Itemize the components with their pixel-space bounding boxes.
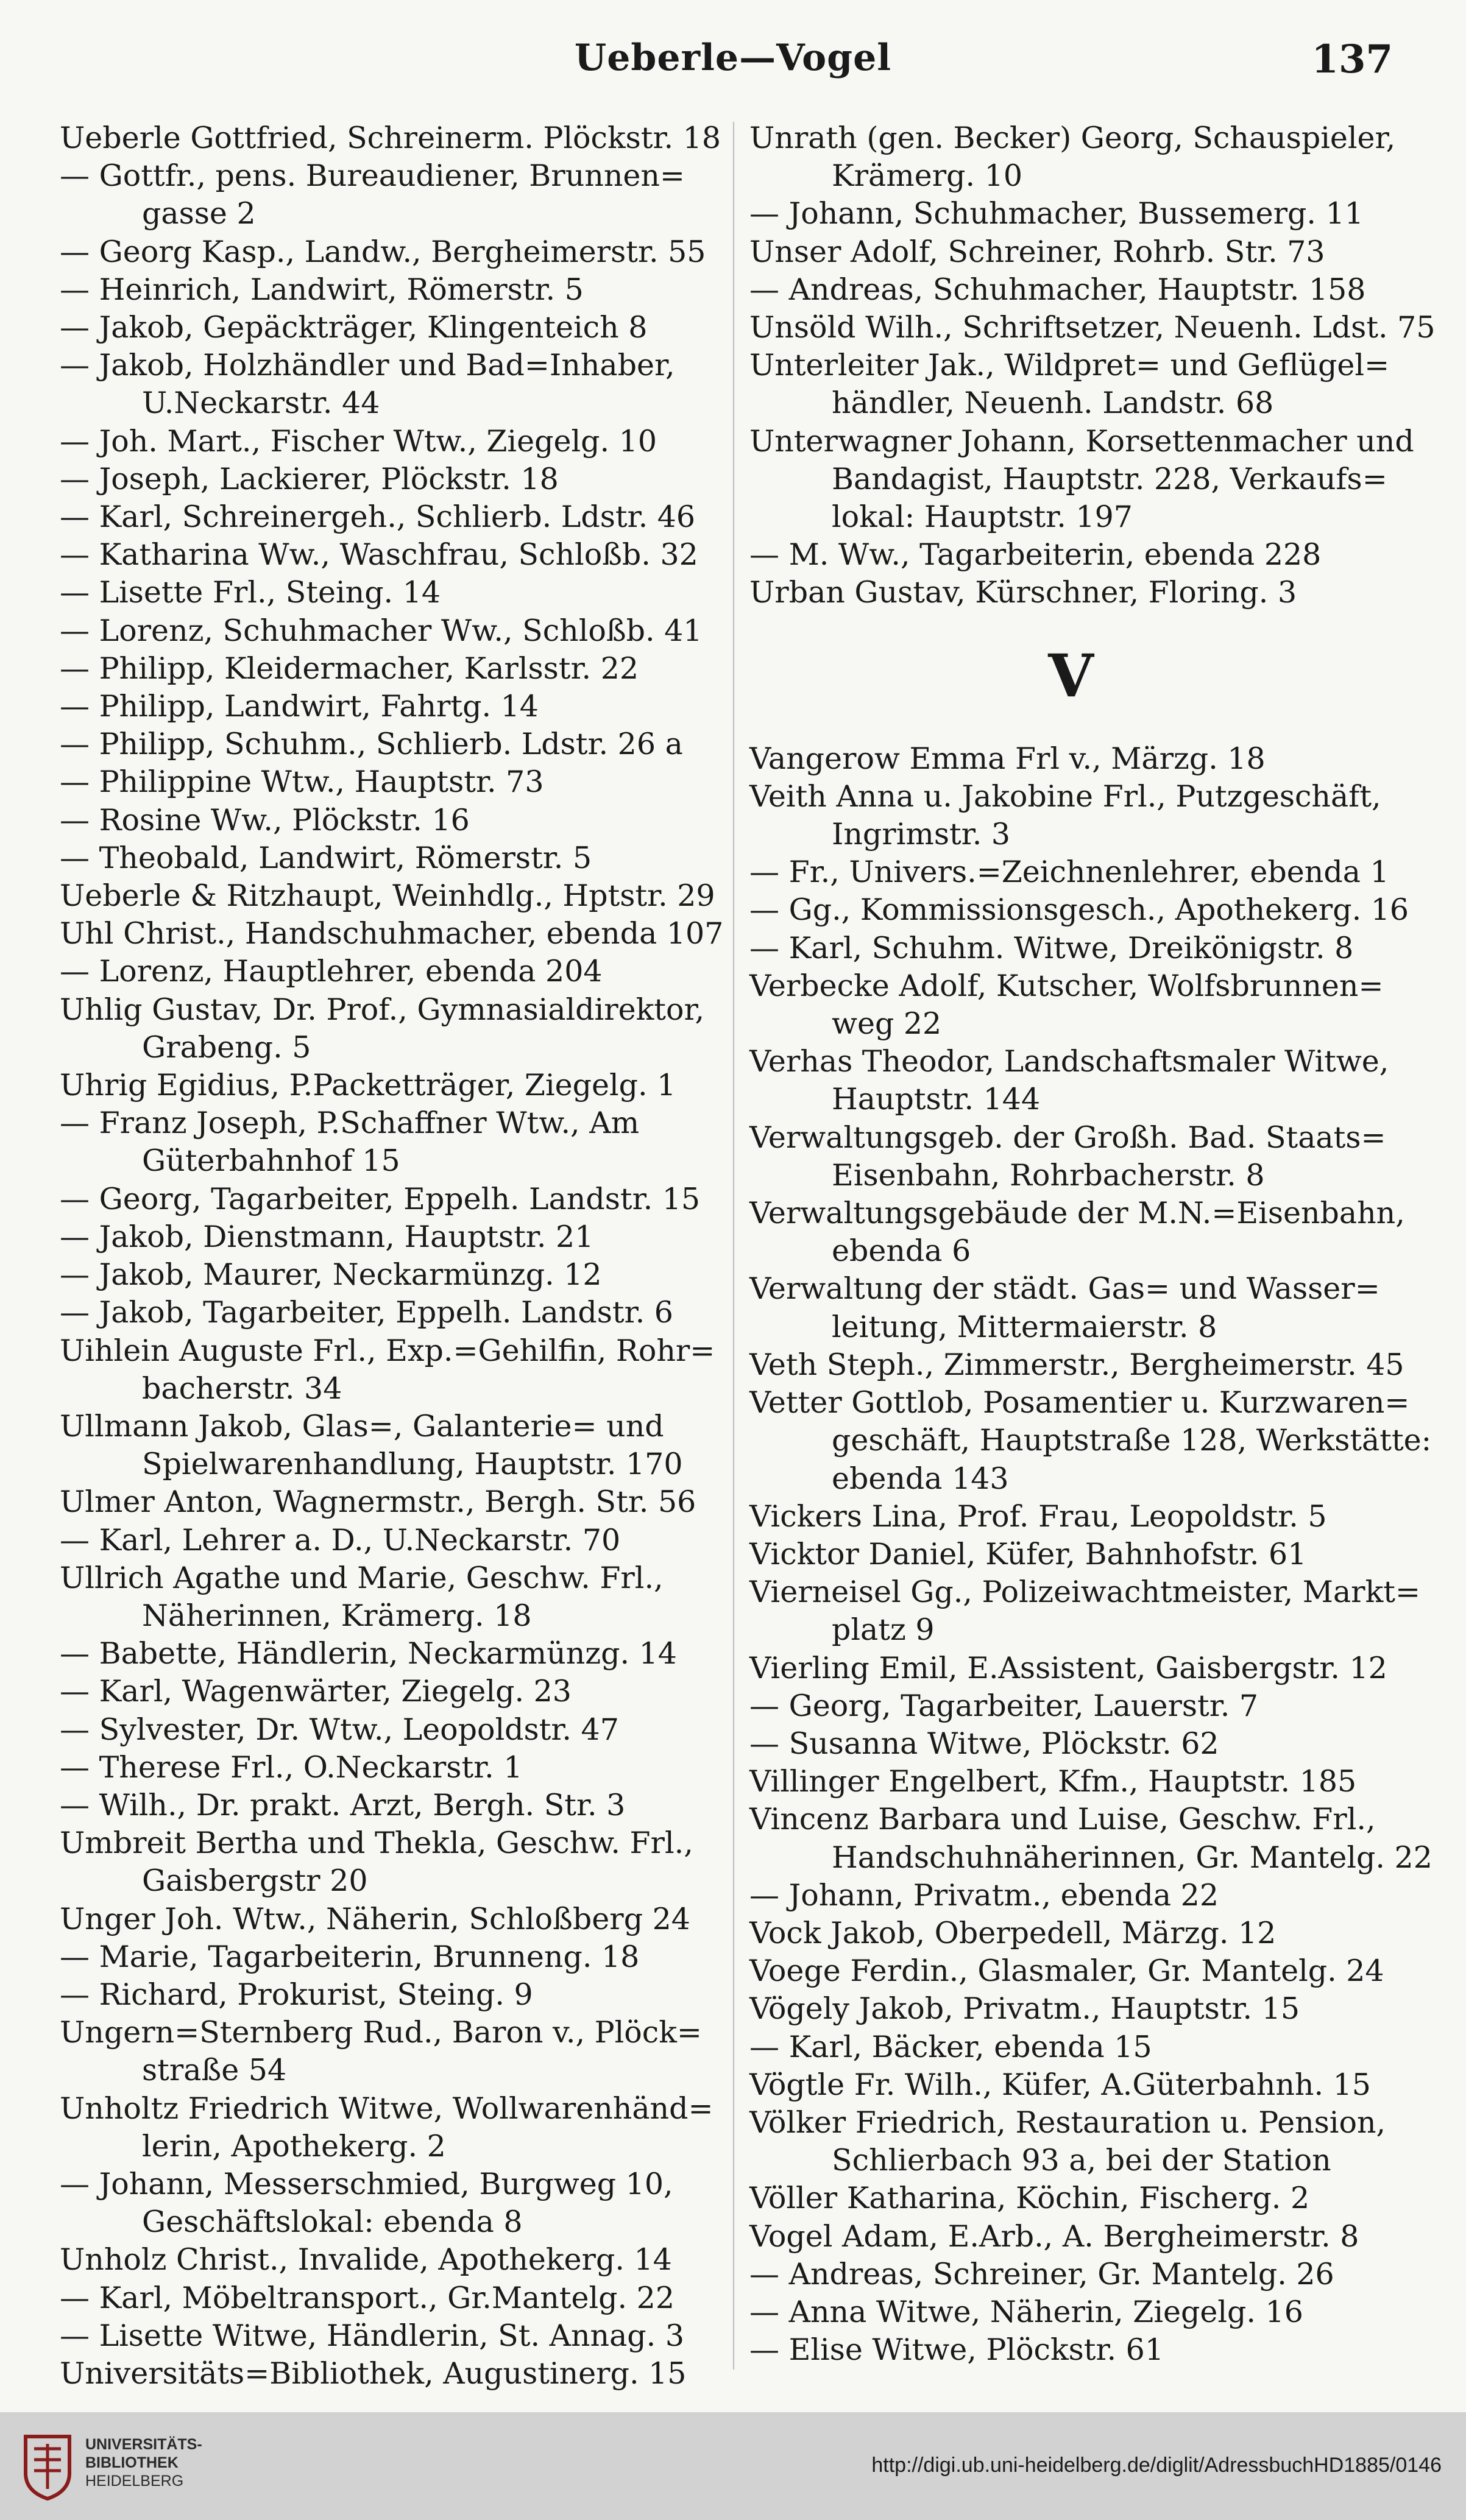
directory-entry bbox=[749, 2028, 1392, 2066]
entry-line: — Sylvester, Dr. Wtw., Leopoldstr. 47 bbox=[60, 1712, 619, 1747]
entry-continuation: Spielwarenhandlung, Hauptstr. 170 bbox=[142, 1447, 683, 1482]
entry-continuation: Güterbahnhof 15 bbox=[142, 1143, 400, 1179]
directory-entry bbox=[749, 891, 1409, 929]
directory-entry bbox=[749, 1043, 1392, 1118]
directory-entry bbox=[749, 1725, 1392, 1763]
entry-line: Vierneisel Gg., Polizeiwachtmeister, Markt= bbox=[749, 1575, 1421, 1610]
entry-line: Vogel Adam, E.Arb., A. Bergheimerstr. 8 bbox=[749, 2218, 1359, 2254]
entry-line: Völker Friedrich, Restauration u. Pension, bbox=[749, 2105, 1386, 2140]
entry-line: — Philipp, Kleidermacher, Karlsstr. 22 bbox=[60, 651, 639, 686]
entry-line: Ueberle & Ritzhaupt, Weinhdlg., Hptstr. 29 bbox=[60, 878, 715, 914]
entry-line: — Andreas, Schreiner, Gr. Mantelg. 26 bbox=[749, 2256, 1334, 2292]
entry-line: — Karl, Bäcker, ebenda 15 bbox=[749, 2029, 1152, 2064]
entry-line: Verbecke Adolf, Kutscher, Wolfsbrunnen= bbox=[749, 968, 1384, 1003]
entry-line: — Johann, Messerschmied, Burgweg 10, bbox=[60, 2166, 673, 2201]
directory-entry bbox=[60, 1559, 715, 1635]
entry-line: Völler Katharina, Köchin, Fischerg. 2 bbox=[749, 2181, 1310, 2216]
directory-entry bbox=[749, 2179, 1392, 2217]
entry-line: — Karl, Schuhm. Witwe, Dreikönigstr. 8 bbox=[749, 930, 1354, 965]
directory-entry bbox=[749, 1195, 1405, 1270]
directory-entry bbox=[749, 1801, 1432, 1876]
entry-line: Unrath (gen. Becker) Georg, Schauspieler, bbox=[749, 121, 1396, 155]
directory-entry bbox=[60, 991, 715, 1067]
entry-continuation: bacherstr. 34 bbox=[142, 1371, 342, 1406]
entry-continuation: Näherinnen, Krämerg. 18 bbox=[142, 1598, 532, 1633]
directory-entry bbox=[749, 967, 1392, 1043]
directory-entry bbox=[749, 423, 1414, 537]
directory-entry bbox=[60, 1522, 715, 1559]
directory-entry bbox=[749, 309, 1436, 347]
page-header bbox=[0, 30, 1466, 97]
entry-continuation: Grabeng. 5 bbox=[142, 1029, 311, 1065]
entry-line: — Elise Witwe, Plöckstr. 61 bbox=[749, 2332, 1164, 2368]
right-column-u-entries bbox=[749, 119, 1436, 612]
entry-line: Unholtz Friedrich Witwe, Wollwarenhänd= bbox=[60, 2091, 714, 2126]
directory-entry bbox=[749, 1650, 1392, 1687]
entry-line: Urban Gustav, Kürschner, Floring. 3 bbox=[749, 575, 1297, 610]
right-column bbox=[749, 119, 1436, 2369]
entry-line: — Andreas, Schuhmacher, Hauptstr. 158 bbox=[749, 272, 1366, 307]
directory-entry bbox=[749, 1687, 1392, 1725]
entry-line: Uhl Christ., Handschuhmacher, ebenda 107 bbox=[60, 916, 724, 951]
university-seal-icon bbox=[13, 2430, 82, 2502]
directory-entry bbox=[60, 347, 715, 422]
entry-line: Umbreit Bertha und Thekla, Geschw. Frl., bbox=[60, 1826, 693, 1861]
directory-entry bbox=[60, 2355, 715, 2393]
entry-line: Unsöld Wilh., Schriftsetzer, Neuenh. Ldst. 75 bbox=[749, 310, 1436, 345]
directory-entry bbox=[60, 1938, 715, 1976]
entry-line: Vicktor Daniel, Küfer, Bahnhofstr. 61 bbox=[749, 1536, 1307, 1572]
entry-line: — Philipp, Landwirt, Fahrtg. 14 bbox=[60, 689, 539, 724]
directory-entry bbox=[749, 1763, 1392, 1801]
entry-line: — Georg, Tagarbeiter, Lauerstr. 7 bbox=[749, 1688, 1259, 1723]
entry-line: Universitäts=Bibliothek, Augustinerg. 15 bbox=[60, 2356, 687, 2391]
entry-line: Veith Anna u. Jakobine Frl., Putzgeschäft, bbox=[749, 778, 1381, 814]
directory-entry bbox=[60, 2165, 715, 2241]
entry-line: — Katharina Ww., Waschfrau, Schloßb. 32 bbox=[60, 537, 698, 573]
entry-line: Uhrig Egidius, P.Packetträger, Ziegelg. 1 bbox=[60, 1068, 676, 1103]
entry-line: Voege Ferdin., Glasmaler, Gr. Mantelg. 24 bbox=[749, 1954, 1384, 1989]
entry-continuation: ebenda 143 bbox=[832, 1461, 1009, 1496]
directory-entry bbox=[60, 612, 715, 650]
directory-entry bbox=[749, 574, 1392, 612]
entry-continuation: ebenda 6 bbox=[832, 1234, 971, 1269]
directory-entry bbox=[749, 2256, 1392, 2293]
entry-line: — Wilh., Dr. prakt. Arzt, Bergh. Str. 3 bbox=[60, 1787, 626, 1823]
library-footer bbox=[0, 2412, 1466, 2520]
entry-line: Ulmer Anton, Wagnermstr., Bergh. Str. 56 bbox=[60, 1484, 696, 1520]
directory-entry bbox=[60, 1711, 715, 1749]
directory-entry bbox=[749, 1573, 1421, 1649]
logo-line: HEIDELBERG bbox=[85, 2472, 184, 2490]
entry-line: Vickers Lina, Prof. Frau, Leopoldstr. 5 bbox=[749, 1498, 1327, 1534]
entry-line: — Karl, Schreinergeh., Schlierb. Ldstr. 46 bbox=[60, 499, 696, 535]
directory-entry bbox=[749, 2218, 1392, 2256]
directory-entry bbox=[60, 1181, 715, 1218]
directory-entry bbox=[749, 2066, 1392, 2104]
entry-line: Ullmann Jakob, Glas=, Galanterie= und bbox=[60, 1408, 664, 1444]
entry-continuation: straße 54 bbox=[142, 2053, 287, 2088]
directory-entry bbox=[749, 1270, 1392, 1346]
directory-entry bbox=[60, 725, 715, 763]
directory-entry bbox=[749, 347, 1392, 422]
directory-entry bbox=[60, 877, 715, 915]
directory-entry bbox=[60, 423, 715, 461]
directory-entry bbox=[749, 778, 1392, 853]
entry-line: Ueberle Gottfried, Schreinerm. Plöckstr. 18 bbox=[60, 121, 721, 155]
entry-line: — Lorenz, Schuhmacher Ww., Schloßb. 41 bbox=[60, 613, 703, 648]
directory-entry bbox=[60, 650, 715, 688]
entry-continuation: gasse 2 bbox=[142, 196, 256, 231]
entry-line: Ungern=Sternberg Rud., Baron v., Plöck= bbox=[60, 2015, 702, 2050]
directory-entry bbox=[60, 498, 715, 536]
entry-continuation: Hauptstr. 144 bbox=[832, 1082, 1041, 1117]
directory-entry bbox=[749, 930, 1392, 967]
entry-line: Verwaltungsgeb. der Großh. Bad. Staats= bbox=[749, 1120, 1386, 1155]
entry-line: — Jakob, Holzhändler und Bad=Inhaber, bbox=[60, 348, 675, 383]
entry-continuation: geschäft, Hauptstraße 128, Werkstätte: bbox=[832, 1423, 1432, 1458]
entry-line: — Babette, Händlerin, Neckarmünzg. 14 bbox=[60, 1636, 677, 1671]
entry-line: Uhlig Gustav, Dr. Prof., Gymnasialdirektor, bbox=[60, 992, 705, 1027]
entry-line: Vangerow Emma Frl v., Märzg. 18 bbox=[749, 741, 1266, 776]
entry-line: Vögtle Fr. Wilh., Küfer, A.Güterbahnh. 15 bbox=[749, 2067, 1371, 2102]
logo-line: UNIVERSITÄTS- bbox=[85, 2436, 202, 2453]
entry-line: — Joh. Mart., Fischer Wtw., Ziegelg. 10 bbox=[60, 423, 657, 459]
column-divider bbox=[733, 122, 734, 2370]
entry-line: — Karl, Möbeltransport., Gr.Mantelg. 22 bbox=[60, 2280, 675, 2315]
entry-continuation: händler, Neuenh. Landstr. 68 bbox=[832, 386, 1274, 421]
entry-line: — Jakob, Gepäckträger, Klingenteich 8 bbox=[60, 310, 648, 345]
entry-continuation: Krämerg. 10 bbox=[832, 158, 1022, 194]
directory-entry bbox=[749, 1119, 1392, 1195]
entry-line: Unger Joh. Wtw., Näherin, Schloßberg 24 bbox=[60, 1901, 690, 1936]
directory-entry bbox=[60, 1976, 715, 2014]
library-logo-text bbox=[85, 2435, 202, 2490]
entry-line: — Jakob, Maurer, Neckarmünzg. 12 bbox=[60, 1257, 602, 1293]
entry-line: Villinger Engelbert, Kfm., Hauptstr. 185 bbox=[749, 1764, 1357, 1799]
directory-entry bbox=[60, 1256, 715, 1294]
entry-line: Vock Jakob, Oberpedell, Märzg. 12 bbox=[749, 1915, 1277, 1950]
right-column-v-entries bbox=[749, 740, 1432, 2370]
entry-line: — Jakob, Dienstmann, Hauptstr. 21 bbox=[60, 1219, 594, 1254]
entry-continuation: Bandagist, Hauptstr. 228, Verkaufs= bbox=[832, 461, 1387, 496]
entry-line: — Karl, Lehrer a. D., U.Neckarstr. 70 bbox=[60, 1522, 621, 1558]
directory-entry bbox=[60, 271, 715, 309]
directory-entry bbox=[60, 953, 715, 990]
entry-line: Vetter Gottlob, Posamentier u. Kurzwaren= bbox=[749, 1385, 1410, 1421]
entry-continuation: U.Neckarstr. 44 bbox=[142, 386, 380, 421]
directory-entry bbox=[60, 1901, 715, 1938]
directory-entry bbox=[749, 1536, 1392, 1573]
entry-line: Veth Steph., Zimmerstr., Bergheimerstr. 45 bbox=[749, 1347, 1404, 1382]
left-column bbox=[60, 119, 724, 2393]
directory-entry bbox=[749, 119, 1396, 195]
directory-entry bbox=[749, 853, 1392, 891]
entry-line: — Johann, Privatm., ebenda 22 bbox=[749, 1877, 1219, 1913]
entry-line: Vögely Jakob, Privatm., Hauptstr. 15 bbox=[749, 1991, 1300, 2027]
entry-line: — Georg, Tagarbeiter, Eppelh. Landstr. 15 bbox=[60, 1181, 701, 1216]
entry-line: — Lorenz, Hauptlehrer, ebenda 204 bbox=[60, 954, 603, 989]
entry-continuation: leitung, Mittermaierstr. 8 bbox=[832, 1309, 1217, 1344]
entry-line: — M. Ww., Tagarbeiterin, ebenda 228 bbox=[749, 537, 1322, 573]
directory-entry bbox=[749, 1990, 1392, 2028]
entry-line: — Gottfr., pens. Bureaudiener, Brunnen= bbox=[60, 158, 685, 194]
entry-line: — Gg., Kommissionsgesch., Apothekerg. 16 bbox=[749, 892, 1409, 928]
entry-line: — Jakob, Tagarbeiter, Eppelh. Landstr. 6 bbox=[60, 1295, 673, 1330]
entry-line: — Marie, Tagarbeiterin, Brunneng. 18 bbox=[60, 1939, 640, 1974]
entry-line: — Fr., Univers.=Zeichnenlehrer, ebenda 1 bbox=[749, 855, 1389, 890]
source-url-link[interactable]: http://digi.ub.uni-heidelberg.de/diglit/AdressbuchHD1885/0146 bbox=[871, 2454, 1442, 2477]
directory-entry bbox=[60, 536, 715, 574]
entry-line: Unterwagner Johann, Korsettenmacher und bbox=[749, 423, 1414, 459]
entry-continuation: Geschäftslokal: ebenda 8 bbox=[142, 2204, 523, 2240]
directory-entry bbox=[60, 119, 721, 157]
entry-line: Verwaltung der städt. Gas= und Wasser= bbox=[749, 1271, 1380, 1307]
entry-line: Unterleiter Jak., Wildpret= und Geflügel= bbox=[749, 348, 1390, 383]
directory-entry bbox=[60, 2014, 715, 2089]
directory-entry bbox=[60, 2279, 715, 2317]
directory-entry bbox=[749, 1915, 1392, 1952]
directory-entry bbox=[749, 271, 1392, 309]
directory-entry bbox=[60, 309, 715, 347]
entry-line: — Therese Frl., O.Neckarstr. 1 bbox=[60, 1749, 523, 1785]
directory-entry bbox=[60, 1483, 715, 1521]
directory-entry bbox=[60, 461, 715, 498]
directory-entry bbox=[60, 839, 715, 877]
entry-line: — Lisette Witwe, Händlerin, St. Annag. 3 bbox=[60, 2318, 685, 2353]
directory-entry bbox=[749, 1384, 1432, 1498]
entry-line: — Georg Kasp., Landw., Bergheimerstr. 55 bbox=[60, 234, 706, 269]
entry-line: Unholz Christ., Invalide, Apothekerg. 14 bbox=[60, 2242, 672, 2278]
entry-line: — Lisette Frl., Steing. 14 bbox=[60, 575, 441, 610]
entry-continuation: Schlierbach 93 a, bei der Station bbox=[832, 2143, 1331, 2178]
directory-entry bbox=[60, 688, 715, 725]
running-head: Ueberle—Vogel bbox=[574, 37, 892, 79]
directory-entry bbox=[749, 195, 1392, 233]
directory-entry bbox=[749, 2104, 1392, 2179]
directory-entry bbox=[60, 763, 715, 801]
directory-entry bbox=[60, 1067, 715, 1104]
directory-entry bbox=[60, 574, 715, 612]
directory-entry bbox=[749, 1877, 1392, 1915]
directory-entry bbox=[749, 2293, 1392, 2331]
entry-line: — Heinrich, Landwirt, Römerstr. 5 bbox=[60, 272, 584, 307]
directory-entry bbox=[60, 233, 715, 271]
directory-entry bbox=[60, 157, 715, 233]
entry-line: Uihlein Auguste Frl., Exp.=Gehilfin, Rohr= bbox=[60, 1333, 715, 1368]
entry-line: — Susanna Witwe, Plöckstr. 62 bbox=[749, 1726, 1219, 1761]
entry-line: — Philippine Wtw., Hauptstr. 73 bbox=[60, 764, 544, 800]
directory-entry bbox=[60, 915, 724, 953]
directory-entry bbox=[749, 233, 1392, 271]
entry-line: Verhas Theodor, Landschaftsmaler Witwe, bbox=[749, 1044, 1389, 1079]
directory-entry bbox=[60, 1749, 715, 1787]
entry-line: — Rosine Ww., Plöckstr. 16 bbox=[60, 802, 470, 838]
entry-continuation: lokal: Hauptstr. 197 bbox=[832, 499, 1133, 535]
page-number: 137 bbox=[1311, 37, 1393, 82]
directory-entry bbox=[60, 1332, 715, 1408]
directory-entry bbox=[60, 1787, 715, 1824]
entry-line: — Joseph, Lackierer, Plöckstr. 18 bbox=[60, 461, 559, 496]
entry-line: — Richard, Prokurist, Steing. 9 bbox=[60, 1977, 533, 2012]
entry-continuation: Eisenbahn, Rohrbacherstr. 8 bbox=[832, 1157, 1265, 1193]
entry-line: Vincenz Barbara und Luise, Geschw. Frl., bbox=[749, 1802, 1376, 1837]
entry-line: — Johann, Schuhmacher, Bussemerg. 11 bbox=[749, 196, 1364, 231]
entry-continuation: platz 9 bbox=[832, 1612, 935, 1648]
directory-entry bbox=[60, 1824, 715, 1900]
directory-entry bbox=[749, 536, 1392, 574]
entry-line: — Franz Joseph, P.Schaffner Wtw., Am bbox=[60, 1106, 640, 1141]
entry-line: Vierling Emil, E.Assistent, Gaisbergstr. 12 bbox=[749, 1650, 1387, 1685]
entry-line: Ullrich Agathe und Marie, Geschw. Frl., bbox=[60, 1560, 664, 1595]
directory-entry bbox=[60, 1294, 715, 1332]
directory-entry bbox=[60, 1673, 715, 1710]
directory-entry bbox=[749, 1346, 1404, 1384]
entry-continuation: Handschuhnäherinnen, Gr. Mantelg. 22 bbox=[832, 1840, 1432, 1875]
logo-line: BIBLIOTHEK bbox=[85, 2454, 179, 2471]
entry-line: — Theobald, Landwirt, Römerstr. 5 bbox=[60, 840, 592, 875]
directory-entry bbox=[60, 1635, 715, 1673]
directory-entry bbox=[60, 2241, 715, 2279]
directory-entry bbox=[749, 740, 1392, 778]
directory-entry bbox=[60, 1408, 715, 1483]
entry-continuation: weg 22 bbox=[832, 1006, 942, 1042]
entry-continuation: Ingrimstr. 3 bbox=[832, 817, 1011, 852]
entry-continuation: Gaisbergstr 20 bbox=[142, 1863, 368, 1899]
entry-line: Unser Adolf, Schreiner, Rohrb. Str. 73 bbox=[749, 234, 1325, 269]
directory-entry bbox=[749, 1498, 1392, 1536]
directory-entry bbox=[749, 1952, 1392, 1990]
entry-line: Verwaltungsgebäude der M.N.=Eisenbahn, bbox=[749, 1196, 1405, 1231]
directory-entry bbox=[749, 2331, 1392, 2369]
directory-entry bbox=[60, 2090, 715, 2165]
entry-continuation: lerin, Apothekerg. 2 bbox=[142, 2128, 446, 2164]
directory-entry bbox=[60, 802, 715, 839]
entry-line: — Anna Witwe, Näherin, Ziegelg. 16 bbox=[749, 2294, 1303, 2329]
entry-line: — Karl, Wagenwärter, Ziegelg. 23 bbox=[60, 1674, 572, 1709]
section-letter-heading: V bbox=[1048, 641, 1094, 710]
entry-line: — Philipp, Schuhm., Schlierb. Ldstr. 26 a bbox=[60, 727, 683, 762]
directory-entry bbox=[60, 2317, 715, 2355]
directory-entry bbox=[60, 1104, 715, 1180]
directory-entry bbox=[60, 1218, 715, 1256]
